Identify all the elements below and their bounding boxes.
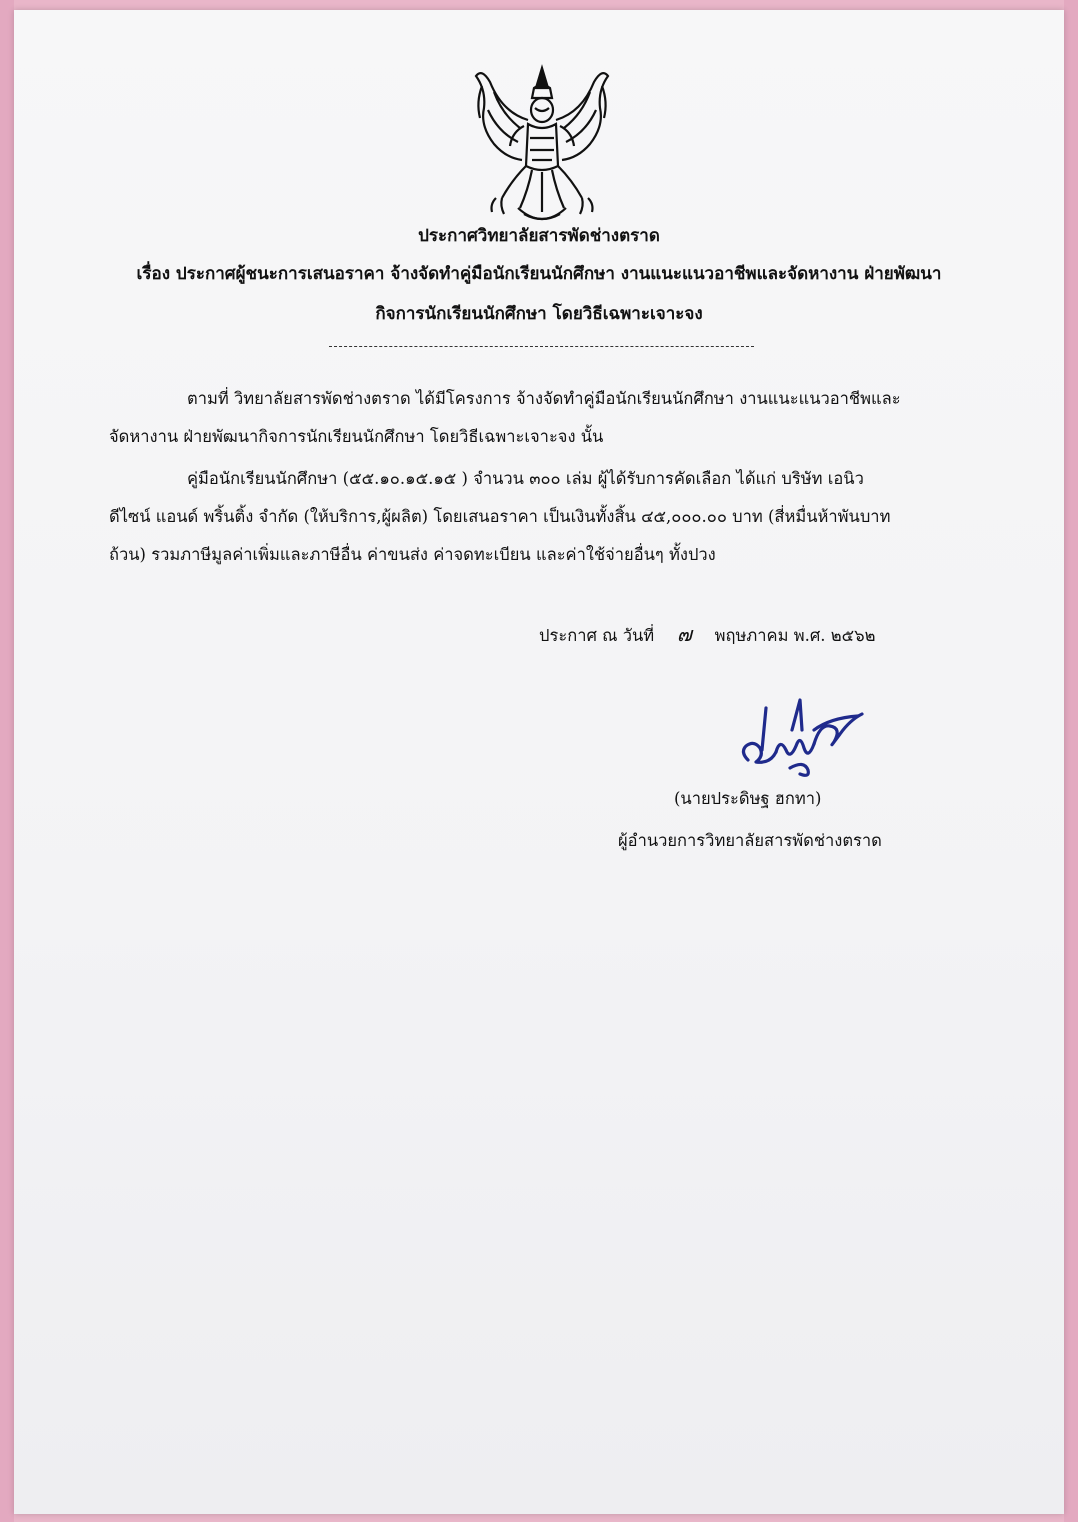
date-day: ๗ — [676, 622, 692, 646]
paragraph-2-line-3: ถ้วน) รวมภาษีมูลค่าเพิ่มและภาษีอื่น ค่าขนส่ง ค่าจดทะเบียน และค่าใช้จ่ายอื่นๆ ทั้งปวง — [109, 545, 716, 564]
subject-line-1: เรื่อง ประกาศผู้ชนะการเสนอราคา จ้างจัดทำคู่มือนักเรียนนักศึกษา งานแนะแนวอาชีพและจัดหางาน ฝ่ายพัฒนา — [136, 264, 942, 284]
date-month-year: พฤษภาคม พ.ศ. ๒๕๖๒ — [714, 626, 876, 645]
handwritten-signature — [730, 690, 870, 780]
subject-line-2: กิจการนักเรียนนักศึกษา โดยวิธีเฉพาะเจาะจง — [375, 304, 703, 324]
separator-dashed-line — [329, 346, 754, 347]
announcement-title: ประกาศวิทยาลัยสารพัดช่างตราด — [418, 226, 660, 246]
paragraph-award-details — [109, 460, 964, 574]
left-background-edge — [0, 0, 14, 1522]
paragraph-2-line-2: ดีไซน์ แอนด์ พริ้นติ้ง จำกัด (ให้บริการ,ผู้ผลิต) โดยเสนอราคา เป็นเงินทั้งสิ้น ๔๕,๐๐๐.๐๐ บาท (สี่หมื่นห้าพันบาท — [109, 507, 891, 526]
paragraph-1-line-1: ตามที่ วิทยาลัยสารพัดช่างตราด ได้มีโครงการ จ้างจัดทำคู่มือนักเรียนนักศึกษา งานแนะแนวอาชีพและ — [187, 389, 901, 408]
garuda-emblem-icon — [472, 62, 612, 230]
paragraph-2-line-1: คู่มือนักเรียนนักศึกษา (๕๕.๑๐.๑๕.๑๕ ) จำนวน ๓๐๐ เล่ม ผู้ได้รับการคัดเลือก ได้แก่ บริษัท เอนิว — [187, 469, 864, 488]
announcement-date — [539, 618, 876, 650]
document-page — [14, 10, 1064, 1514]
right-background-edge — [1064, 0, 1078, 1522]
paragraph-project-intro — [109, 380, 964, 456]
signer-name: (นายประดิษฐ ฮกทา) — [674, 789, 822, 808]
date-prefix: ประกาศ ณ วันที่ — [539, 626, 655, 645]
signer-position: ผู้อำนวยการวิทยาลัยสารพัดช่างตราด — [618, 831, 882, 850]
paragraph-1-line-2: จัดหางาน ฝ่ายพัฒนากิจการนักเรียนนักศึกษา โดยวิธีเฉพาะเจาะจง นั้น — [109, 427, 604, 446]
